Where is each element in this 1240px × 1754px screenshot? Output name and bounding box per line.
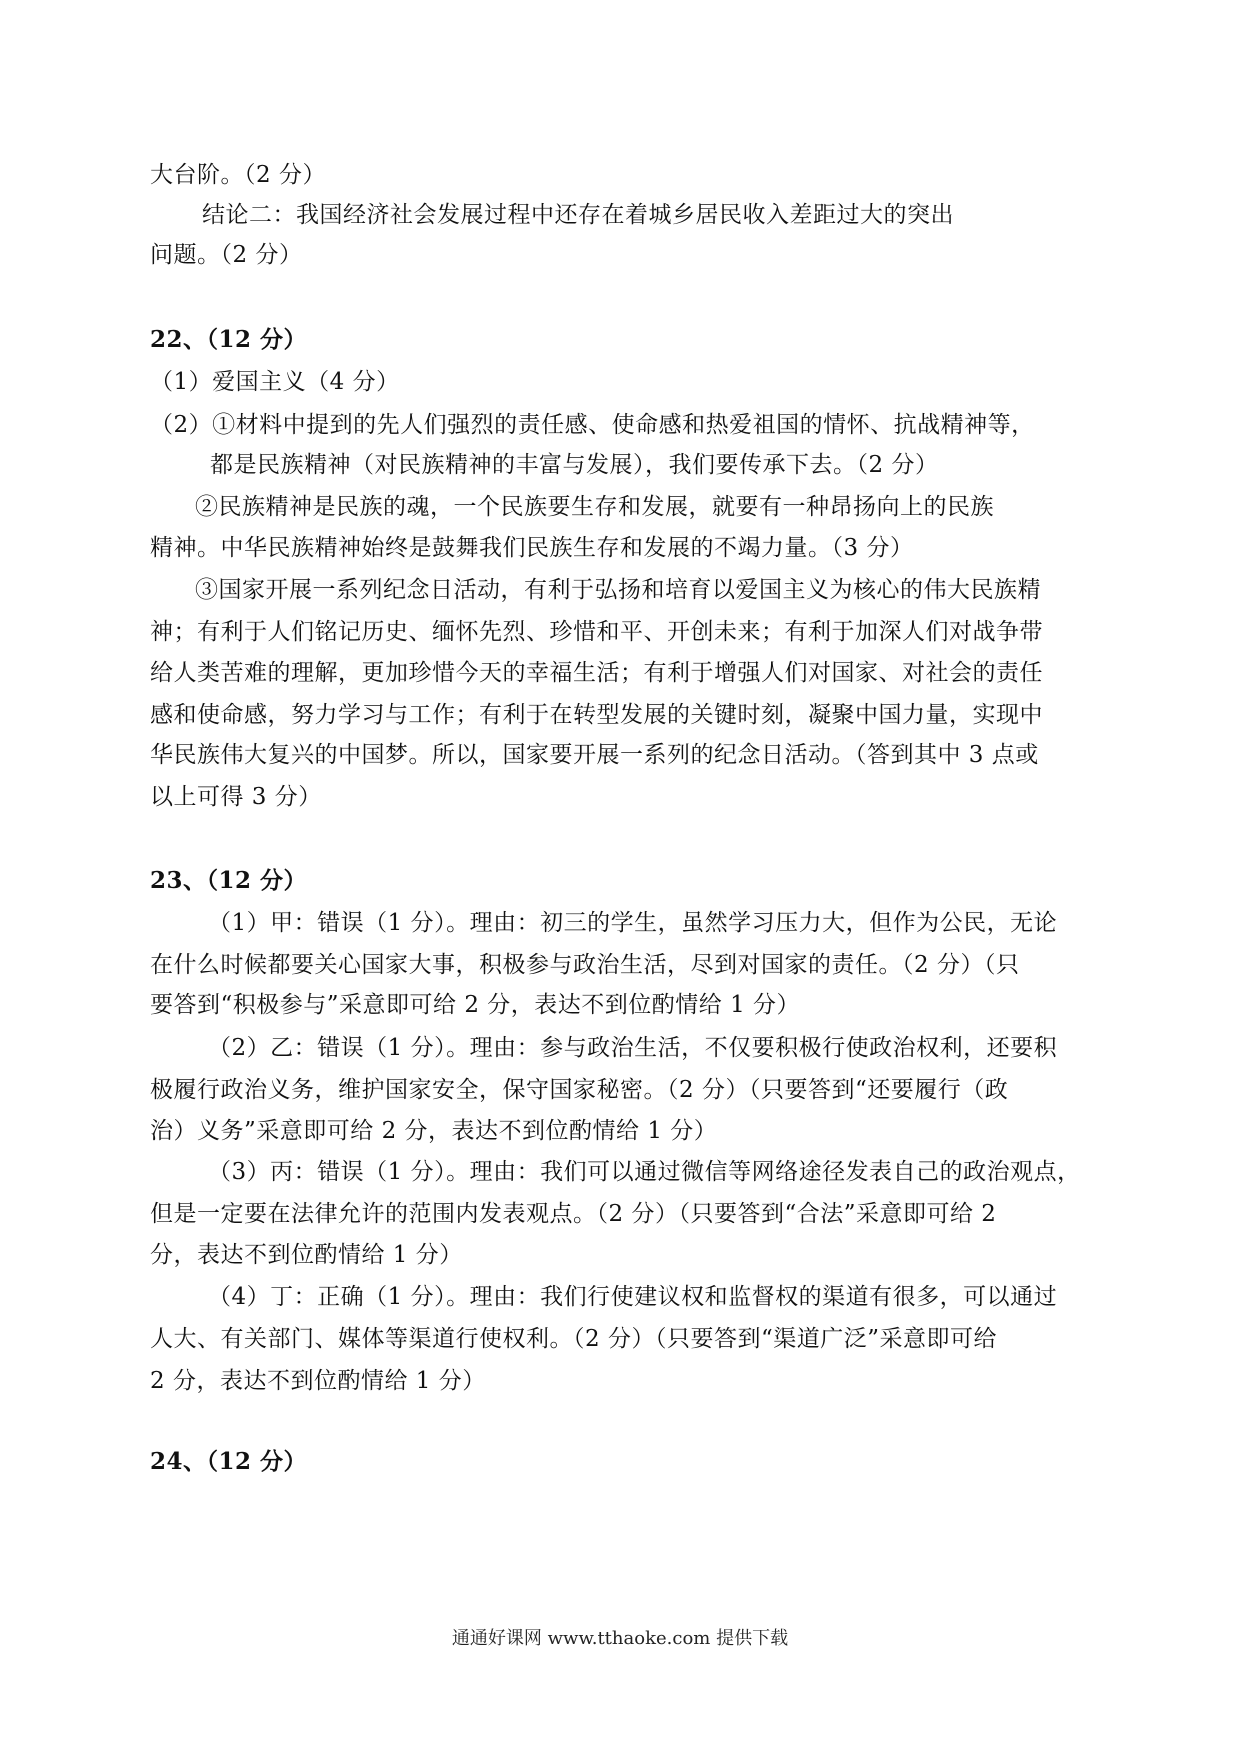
- text-line: 精神。中华民族精神始终是鼓舞我们民族生存和发展的不竭力量。（3 分）: [150, 535, 914, 561]
- text-line: 给人类苦难的理解，更加珍惜今天的幸福生活；有利于增强人们对国家、对社会的责任: [150, 660, 1043, 686]
- text-line: ③国家开展一系列纪念日活动，有利于弘扬和培育以爱国主义为核心的伟大民族精: [195, 577, 1041, 603]
- text-line: 结论二：我国经济社会发展过程中还存在着城乡居民收入差距过大的突出: [202, 202, 954, 228]
- text-line: （2）①材料中提到的先人们强烈的责任感、使命感和热爱祖国的情怀、抗战精神等，: [150, 412, 1035, 438]
- text-line: 治）义务”采意即可给 2 分，表达不到位酌情给 1 分）: [150, 1118, 718, 1144]
- text-line: （2）乙：错误（1 分）。理由：参与政治生活，不仅要积极行使政治权利，还要积: [208, 1035, 1058, 1061]
- question-heading-24: 24、（12 分）: [150, 1448, 308, 1475]
- question-heading-23: 23、（12 分）: [150, 867, 308, 894]
- question-heading-22: 22、（12 分）: [150, 326, 308, 353]
- text-line: 神；有利于人们铭记历史、缅怀先烈、珍惜和平、开创未来；有利于加深人们对战争带: [150, 619, 1043, 645]
- text-line: 感和使命感，努力学习与工作；有利于在转型发展的关键时刻，凝聚中国力量，实现中: [150, 702, 1043, 728]
- text-line: 要答到“积极参与”采意即可给 2 分，表达不到位酌情给 1 分）: [150, 992, 801, 1018]
- footer-text: 通通好课网 www.tthaoke.com 提供下载: [451, 1628, 789, 1649]
- text-line: （1）爱国主义（4 分）: [150, 369, 400, 395]
- text-line: ②民族精神是民族的魂，一个民族要生存和发展，就要有一种昂扬向上的民族: [195, 494, 994, 520]
- text-line: （3）丙：错误（1 分）。理由：我们可以通过微信等网络途径发表自己的政治观点，: [208, 1159, 1081, 1185]
- text-line: （1）甲：错误（1 分）。理由：初三的学生，虽然学习压力大，但作为公民，无论: [208, 910, 1058, 936]
- text-line: 华民族伟大复兴的中国梦。所以，国家要开展一系列的纪念日活动。（答到其中 3 点或: [150, 742, 1039, 768]
- text-line: （4）丁：正确（1 分）。理由：我们行使建议权和监督权的渠道有很多，可以通过: [208, 1284, 1058, 1310]
- text-line: 在什么时候都要关心国家大事，积极参与政治生活，尽到对国家的责任。（2 分）（只: [150, 952, 1020, 978]
- text-line: 问题。（2 分）: [150, 242, 303, 268]
- text-line: 以上可得 3 分）: [150, 784, 322, 810]
- text-line: 都是民族精神（对民族精神的丰富与发展），我们要传承下去。（2 分）: [210, 452, 939, 478]
- text-line: 但是一定要在法律允许的范围内发表观点。（2 分）（只要答到“合法”采意即可给 2: [150, 1201, 997, 1227]
- text-line: 大台阶。（2 分）: [150, 162, 326, 188]
- text-line: 分，表达不到位酌情给 1 分）: [150, 1242, 463, 1268]
- text-line: 人大、有关部门、媒体等渠道行使权利。（2 分）（只要答到“渠道广泛”采意即可给: [150, 1326, 997, 1352]
- text-line: 2 分，表达不到位酌情给 1 分）: [150, 1368, 486, 1394]
- text-line: 极履行政治义务，维护国家安全，保守国家秘密。（2 分）（只要答到“还要履行（政: [150, 1077, 1009, 1103]
